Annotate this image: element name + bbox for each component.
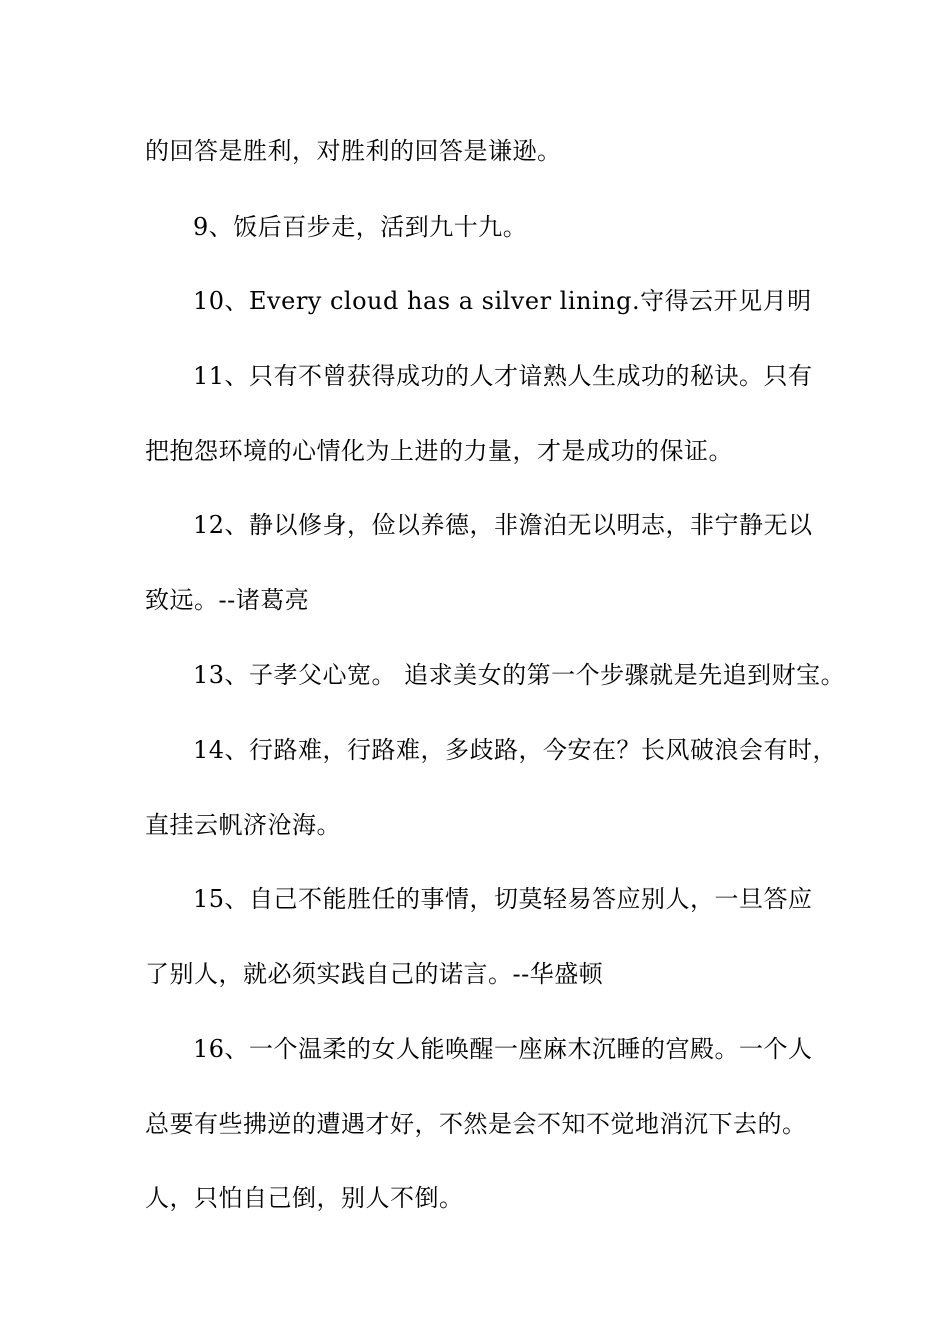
text-line: 致远。--诸葛亮 <box>145 586 310 614</box>
text-line: 了别人，就必须实践自己的诺言。--华盛顿 <box>145 960 604 988</box>
text-line: 11、只有不曾获得成功的人才谙熟人生成功的秘诀。只有 <box>193 362 813 390</box>
text-line: 总要有些拂逆的遭遇才好，不然是会不知不觉地消沉下去的。 <box>145 1110 807 1138</box>
text-line: 直挂云帆济沧海。 <box>145 811 341 839</box>
text-line: 10、Every cloud has a silver lining.守得云开见月明 <box>193 287 812 315</box>
text-line: 把抱怨环境的心情化为上进的力量，才是成功的保证。 <box>145 437 733 465</box>
text-line: 15、自己不能胜任的事情，切莫轻易答应别人，一旦答应 <box>193 885 813 913</box>
text-line: 人，只怕自己倒，别人不倒。 <box>145 1184 464 1212</box>
text-line: 12、静以修身，俭以养德，非澹泊无以明志，非宁静无以 <box>193 511 813 539</box>
text-line: 14、行路难，行路难，多歧路，今安在？长风破浪会有时， <box>193 736 838 764</box>
text-line: 9、饭后百步走，活到九十九。 <box>193 213 528 241</box>
text-line: 13、子孝父心宽。 追求美女的第一个步骤就是先追到财宝。 <box>193 661 846 689</box>
text-line: 16、一个温柔的女人能唤醒一座麻木沉睡的宫殿。一个人 <box>193 1035 813 1063</box>
text-line: 的回答是胜利，对胜利的回答是谦逊。 <box>145 137 562 165</box>
